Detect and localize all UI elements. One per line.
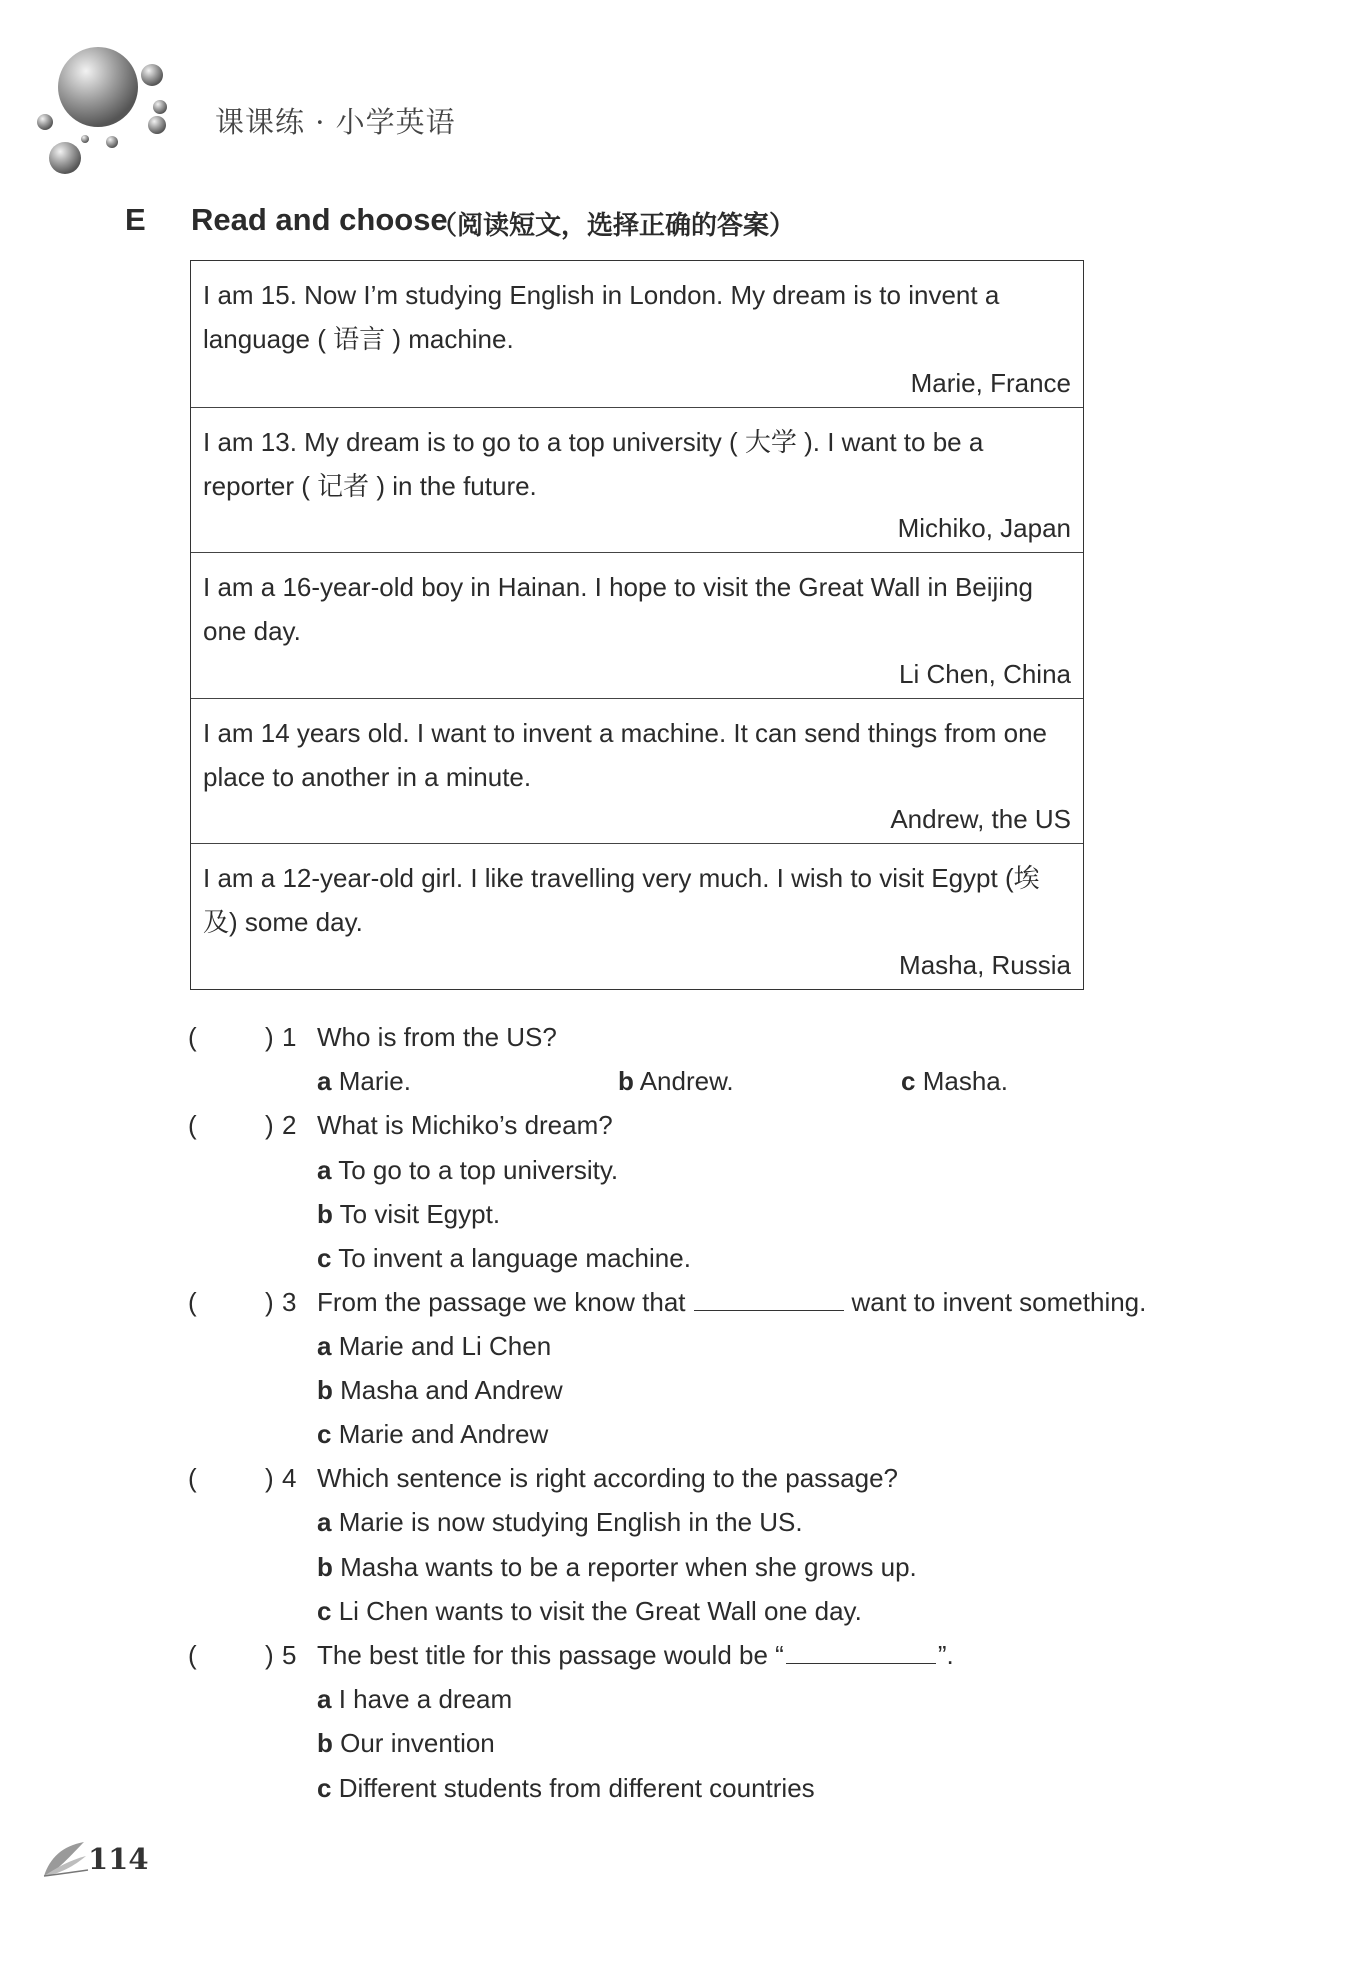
question-text — [317, 1637, 954, 1673]
passage-text: I am a 16-year-old boy in Hainan. I hope to visit the Great Wall in Beijing one day. — [203, 572, 1034, 646]
option-letter: b — [618, 1066, 634, 1096]
page-number: 114 — [88, 1842, 149, 1876]
book-title: 课课练 · 小学英语 — [215, 105, 456, 139]
passage-signature: Andrew, the US — [890, 804, 1071, 834]
option-text: I have a dream — [338, 1684, 513, 1714]
question-text-after: want to invent something. — [851, 1287, 1147, 1317]
question-number: 5 — [282, 1640, 297, 1670]
leaf-icon — [40, 1838, 90, 1880]
option-letter: a — [317, 1066, 332, 1096]
answer-paren-close: ) — [265, 1640, 274, 1670]
option-letter: b — [317, 1199, 333, 1229]
option — [317, 1725, 495, 1761]
option — [317, 1196, 500, 1232]
question-text-before: From the passage we know that — [317, 1287, 686, 1317]
option-text: To go to a top university. — [338, 1155, 619, 1185]
option-letter: b — [317, 1728, 333, 1758]
passage-signature: Li Chen, China — [899, 658, 1071, 689]
passage-text: I am a 12-year-old girl. I like travelling very much. I wish to visit Egypt (埃及) some day. — [203, 863, 1040, 937]
answer-paren-open: ( — [188, 1022, 197, 1052]
option-letter: b — [317, 1552, 333, 1582]
question-text — [317, 1284, 1146, 1320]
option-letter: b — [317, 1375, 333, 1405]
option-text: Li Chen wants to visit the Great Wall one day. — [338, 1596, 862, 1626]
passage-cell — [191, 698, 1083, 844]
option — [317, 1372, 563, 1408]
option — [317, 1504, 803, 1540]
option — [317, 1681, 512, 1717]
answer-paren-open: ( — [188, 1463, 197, 1493]
question-number: 3 — [282, 1287, 297, 1317]
option-text: Masha. — [922, 1066, 1008, 1096]
question-text: Which sentence is right according to the passage? — [317, 1463, 899, 1493]
option — [317, 1240, 691, 1276]
answer-paren-open: ( — [188, 1640, 197, 1670]
question-number: 4 — [282, 1463, 297, 1493]
option-text: Marie is now studying English in the US. — [338, 1507, 803, 1537]
option — [317, 1416, 548, 1452]
answer-paren-close: ) — [265, 1463, 274, 1493]
passage-text: I am 15. Now I’m studying English in London. My dream is to invent a language ( 语言 ) machine. — [203, 280, 1000, 354]
answer-blank — [694, 1286, 844, 1311]
option-text: Marie and Li Chen — [338, 1331, 552, 1361]
bubbles-logo-icon — [30, 45, 180, 180]
option-letter: a — [317, 1684, 332, 1714]
option-text: Marie. — [338, 1066, 411, 1096]
answer-paren-open: ( — [188, 1110, 197, 1140]
answer-paren-close: ) — [265, 1110, 274, 1140]
answer-paren-close: ) — [265, 1022, 274, 1052]
option-letter: a — [317, 1331, 332, 1361]
option-text: Different students from different countries — [338, 1773, 815, 1803]
section-subtitle: （阅读短文，选择正确的答案） — [431, 211, 796, 241]
passage-box — [190, 260, 1084, 990]
passage-signature: Masha, Russia — [899, 949, 1071, 980]
answer-blank — [786, 1639, 936, 1664]
option-letter: c — [317, 1773, 332, 1803]
option — [317, 1770, 815, 1806]
question-text: What is Michiko’s dream? — [317, 1110, 613, 1140]
option — [317, 1593, 862, 1629]
passage-cell — [191, 261, 1083, 407]
question-number: 1 — [282, 1022, 297, 1052]
section-title: Read and choose — [191, 202, 448, 237]
option-letter: c — [317, 1419, 332, 1449]
option-text: Andrew. — [639, 1066, 734, 1096]
option-letter: c — [317, 1596, 332, 1626]
option — [618, 1063, 734, 1099]
option-text: To visit Egypt. — [339, 1199, 501, 1229]
question-text-before: The best title for this passage would be “ — [317, 1640, 784, 1670]
option-letter: a — [317, 1155, 332, 1185]
answer-paren-open: ( — [188, 1287, 197, 1317]
option-letter: a — [317, 1507, 332, 1537]
option — [317, 1063, 411, 1099]
question-text-after: ”. — [937, 1640, 954, 1670]
passage-text: I am 14 years old. I want to invent a machine. It can send things from one place to another in a minute. — [203, 717, 1048, 792]
option — [317, 1549, 917, 1585]
option-text: Our invention — [340, 1728, 495, 1758]
option — [317, 1328, 551, 1364]
option — [901, 1063, 1008, 1099]
passage-text: I am 13. My dream is to go to a top university ( 大学 ). I want to be a reporter ( 记者 ) in the future. — [203, 426, 984, 501]
question-text: Who is from the US? — [317, 1022, 557, 1052]
option-text: To invent a language machine. — [338, 1243, 691, 1273]
passage-signature: Michiko, Japan — [897, 513, 1071, 543]
option-text: Marie and Andrew — [338, 1419, 549, 1449]
option-text: Masha wants to be a reporter when she grows up. — [340, 1552, 917, 1582]
option-text: Masha and Andrew — [340, 1375, 563, 1405]
passage-signature: Marie, France — [910, 367, 1071, 398]
passage-cell — [191, 407, 1083, 553]
question-number: 2 — [282, 1110, 297, 1140]
section-letter: E — [125, 202, 146, 237]
passage-cell — [191, 552, 1083, 698]
option — [317, 1152, 618, 1188]
option-letter: c — [901, 1066, 916, 1096]
passage-cell — [191, 843, 1083, 989]
option-letter: c — [317, 1243, 332, 1273]
answer-paren-close: ) — [265, 1287, 274, 1317]
